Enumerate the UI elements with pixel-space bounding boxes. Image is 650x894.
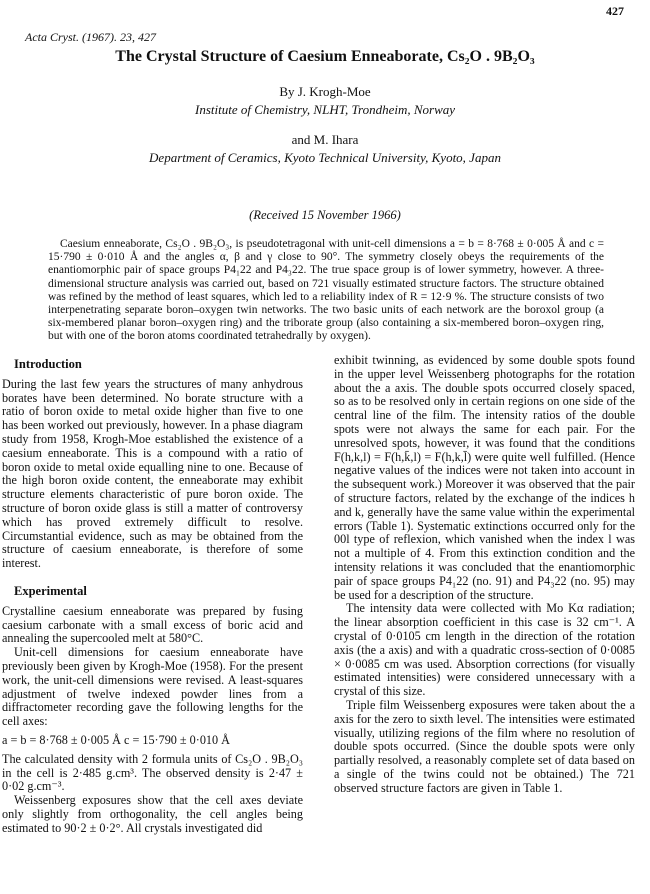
author-ihara: and M. Ihara xyxy=(291,132,359,147)
affiliation-kyoto: Department of Ceramics, Kyoto Technical University, Kyoto, Japan xyxy=(149,150,501,165)
page-number: 427 xyxy=(606,4,624,18)
experimental-paragraph-3: The calculated density with 2 formula units of Cs₂O . 9B₂O₃ in the cell is 2·485 g.cm³. The observed density is 2·47 ± 0·02 g.cm⁻³. xyxy=(2,751,303,794)
heading-introduction: Introduction xyxy=(14,357,82,371)
citation-details: (1967). 23, 427 xyxy=(79,30,156,44)
abstract: Caesium enneaborate, Cs₂O . 9B₂O₃, is pseudotetragonal with unit-cell dimensions a = b = 8·768 ± 0·005 Å and c = 15·790 ± 0·010 Å and the angles α, β and γ close to 90°. The symmetry closely obeys the requirements of the enantiomorphic pair of space groups P4₁22 and P4₃22. The true space group is of lower symmetry, however. A three-dimensional structure analysis was carried out, based on 721 visually estimated structure factors. The structure obtained was refined by the method of least squares, which led to a reliability index of R = 12·9 %. The structure consists of two interpenetrating separate boron–oxygen twin networks. The two basic units of each network are the boroxol group (a six-membered planar boron–oxygen ring) and the triborate group (also containing a six-membered boron–oxygen ring, but with one of the boron atoms coordinated tetrahedrally by oxygen). xyxy=(48,238,604,343)
experimental-paragraph-2: Unit-cell dimensions for caesium enneaborate have previously been given by Krogh-Moe (1958). For the present work, the unit-cell dimensions were revised. A least-squares adjustment of twelve indexed powder lines from a diffractometer recording gave the following lengths for the cell axes: xyxy=(2,645,303,729)
article-title: The Crystal Structure of Caesium Enneaborate, Cs₂O . 9B₂O₃ xyxy=(115,48,535,65)
experimental-paragraph-1: Crystalline caesium enneaborate was prepared by fusing caesium carbonate with a small excess of boric acid and annealing the supercooled melt at 580°C. xyxy=(2,603,303,646)
journal-citation xyxy=(25,30,156,45)
author-krogh-moe: By J. Krogh-Moe xyxy=(279,84,371,99)
intro-paragraph: During the last few years the structures of many anhydrous borates have been determined. No borate structure with a ratio of boron oxide to metal oxide higher than five to one has been worked out previously, however. In a phase diagram study from 1958, Krogh-Moe established the existence of a caesium enneaborate. This is a compound with a ratio of boron oxide to metal oxide equalling nine to one. Because of the high boron oxide content, the enneaborate may exhibit structure elements characteristic of pure boron oxide. The structure of boron oxide glass is still a matter of controversy which has proved extremely difficult to resolve. Circumstantial evidence, such as may be obtained from the structure of caesium enneaborate, is therefore of some interest. xyxy=(2,376,303,571)
twinning-paragraph: exhibit twinning, as evidenced by some double spots found in the upper level Weissenberg photographs for the rotation about the a axis. The double spots occurred closely spaced, so as to be resolved only in certain regions on one side of the central line of the film. The intensity ratios of the double spots were not always the same for each pair. For the unresolved spots, however, it was found that the conditions F(h,k,l) = F(h,k̄,l) = F(h,k,l̄) were quite well fulfilled. (Hence negative values of the indices were not taken into account in the subsequent work.) Moreover it was observed that the pair of structure factors, related by the exchange of the indices h and k, generally have the same value within the experimental errors (Table 1). Systematic extinctions occurred only for the 00l type of reflexion, which vanished when the index l was not a multiple of 4. From this extinction condition and the intensity relations it was concluded that the enantiomorphic pair of space groups P4₁22 (no. 91) and P4₃22 (no. 95) may be used for a description of the structure. xyxy=(334,353,635,602)
cell-dimensions-formula: a = b = 8·768 ± 0·005 Å c = 15·790 ± 0·010 Å xyxy=(2,732,230,747)
left-column xyxy=(2,354,303,836)
experimental-paragraph-4: Weissenberg exposures show that the cell axes deviate only slightly from orthogonality, the cell angles being estimated to 90·2 ± 0·2°. All crystals investigated did xyxy=(2,793,303,835)
journal-name: Acta Cryst. xyxy=(25,30,79,44)
intensity-data-paragraph: The intensity data were collected with Mo Kα radiation; the linear absorption coefficient in this case is 32 cm⁻¹. A crystal of 0·0105 cm length in the direction of the rotation axis (the a axis) and with a quadratic cross-section of 0·0085 × 0·0085 cm was used. Absorption corrections (for visually estimated intensities) were considered unnecessary with a crystal of this size. xyxy=(334,601,635,699)
affiliation-trondheim: Institute of Chemistry, NLHT, Trondheim, Norway xyxy=(194,102,456,117)
right-column xyxy=(334,354,635,796)
heading-experimental: Experimental xyxy=(14,583,87,598)
weissenberg-paragraph: Triple film Weissenberg exposures were taken about the a axis for the zero to sixth level. The intensities were estimated visually, utilizing regions of the film where no resolution of double spots occurred. (Since the double spots were only partially resolved, a reasonably complete set of data based on a single of the twins could not be obtained.) The 721 observed structure factors are given in Table 1. xyxy=(334,697,635,795)
received-date: (Received 15 November 1966) xyxy=(249,208,401,222)
